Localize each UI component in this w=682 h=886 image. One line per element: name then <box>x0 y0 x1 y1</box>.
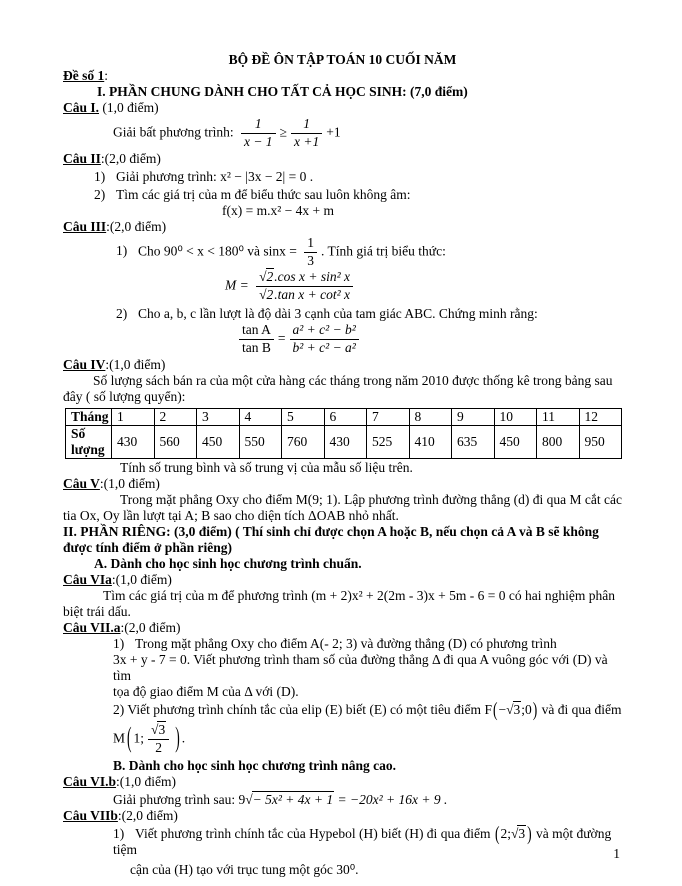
fraction-numerator: 1 <box>304 236 317 253</box>
coordinate: 1; <box>133 730 145 746</box>
section-a-heading: A. Dành cho học sinh học chương trình chuẩn. <box>94 555 362 571</box>
cau1-heading <box>63 100 622 116</box>
item-text: Cho a, b, c lần lượt là độ dài 3 cạnh của tam giác ABC. Chứng minh rằng: <box>138 306 538 322</box>
table-values-row <box>66 425 622 458</box>
cau1-label: Câu I. <box>63 100 100 115</box>
fraction-denominator: x − 1 <box>243 133 273 149</box>
cau2-fx-equation: f(x) = m.x² − 4x + m <box>222 202 335 218</box>
equation: x² − |3x − 2| = 0 . <box>220 168 314 184</box>
cau7a-point-m <box>63 722 622 757</box>
table-cell: 760 <box>282 425 325 458</box>
table-cell: 550 <box>239 425 282 458</box>
de-so-colon: : <box>104 68 109 83</box>
part1-heading: I. PHẦN CHUNG DÀNH CHO TẤT CẢ HỌC SINH: (7,0 điểm) <box>97 84 468 99</box>
section-b-heading: B. Dành cho học sinh học chương trình nâng cao. <box>113 758 397 774</box>
coordinate: ;0 <box>521 701 532 717</box>
f-letter: F <box>484 701 492 717</box>
m-fraction <box>256 270 353 303</box>
cau7a-heading <box>63 620 622 636</box>
cau5-label: Câu V <box>63 475 100 491</box>
item-number: 2) <box>113 701 125 717</box>
cau6a-points: :(1,0 điểm) <box>111 571 172 587</box>
sqrt-icon: √ <box>245 792 253 808</box>
item-number: 1) <box>113 826 125 842</box>
m-letter: M <box>113 730 126 746</box>
cau3-label: Câu III <box>63 218 107 234</box>
table-cell: 635 <box>452 425 495 458</box>
radicand: 2 <box>266 269 274 285</box>
m-numerator <box>256 270 353 287</box>
fraction-numerator: 1 <box>241 117 276 134</box>
minus-sign: − <box>498 701 507 717</box>
equation-prefix: Giải phương trình sau: 9 <box>113 792 246 808</box>
item-text: Trong mặt phẳng Oxy cho điểm A(- 2; 3) và đường thẳng (D) có phương trình <box>135 635 557 651</box>
cau6b-points: :(1,0 điểm) <box>116 774 177 790</box>
table-cell: 560 <box>154 425 197 458</box>
cau4-label: Câu IV <box>63 356 106 372</box>
item-text-tail: và đi qua điểm <box>541 701 622 717</box>
table-cell: 5 <box>282 408 325 425</box>
item-text-tail: . Tính giá trị biểu thức: <box>321 243 446 259</box>
cau7b-label: Câu VIIb <box>63 808 118 824</box>
m-denominator <box>256 287 353 303</box>
period: . <box>181 730 186 746</box>
cau1-points: (1,0 điểm) <box>99 100 159 115</box>
sides-fraction <box>290 323 359 356</box>
fraction-denominator: 3 <box>307 252 315 268</box>
fraction-denominator: x +1 <box>293 133 320 149</box>
table-cell: 3 <box>197 408 240 425</box>
table-cell: 450 <box>197 425 240 458</box>
cau1-prompt: Giải bất phương trình: <box>113 124 234 140</box>
cau6a-heading <box>63 572 622 588</box>
cau2-points: :(2,0 điểm) <box>100 150 161 166</box>
right-paren: ) <box>532 698 538 720</box>
table-row-label: Số lượng <box>66 425 112 458</box>
cau3-heading <box>63 219 622 235</box>
cau5-points: :(1,0 điểm) <box>99 475 160 491</box>
table-cell: 6 <box>324 408 367 425</box>
cau7b-points: :(2,0 điểm) <box>117 808 178 824</box>
table-cell: 430 <box>112 425 155 458</box>
cau4-paragraph: Số lượng sách bán ra của một cửa hàng các tháng trong năm 2010 được thống kê trong bảng sau đây ( số lượng quyển): <box>63 372 613 404</box>
cau3-points: :(2,0 điểm) <box>106 218 167 234</box>
cau3-item2 <box>63 306 622 322</box>
right-paren: ) <box>175 721 180 753</box>
cau6b-label: Câu VI.b <box>63 774 117 790</box>
cau1-inequality <box>63 116 622 151</box>
table-cell: 450 <box>494 425 537 458</box>
table-cell: 800 <box>537 425 580 458</box>
table-cell: 7 <box>367 408 410 425</box>
cau4-heading <box>63 357 622 373</box>
sales-table <box>65 408 622 459</box>
radicand: − 5x² + 4x + 1 <box>252 792 334 808</box>
m-denominator-rest: .tan x + cot² x <box>274 287 351 303</box>
table-header-row <box>66 408 622 425</box>
m-numerator-rest: .cos x + sin² x <box>274 269 351 285</box>
coordinate: 2; <box>500 826 511 842</box>
table-cell: 525 <box>367 425 410 458</box>
page-number: 1 <box>613 846 620 861</box>
cau2-label: Câu II <box>63 150 101 166</box>
cau6b-heading <box>63 774 622 790</box>
tan-fraction <box>239 323 274 356</box>
radicand: 3 <box>513 701 521 717</box>
fraction-numerator <box>148 723 169 740</box>
cau7b-heading <box>63 808 622 824</box>
cau3-m-formula <box>63 269 622 304</box>
cau4-note: Tính số trung bình và số trung vị của mẫu số liệu trên. <box>120 459 413 475</box>
table-cell: 430 <box>324 425 367 458</box>
doc-title: BỘ ĐỀ ÔN TẬP TOÁN 10 CUỐI NĂM <box>228 52 457 67</box>
table-cell: 1 <box>112 408 155 425</box>
de-so-label: Đề số 1 <box>63 68 105 83</box>
de-so-line <box>63 68 622 84</box>
radicand: 3 <box>158 721 166 737</box>
item-number: 1) <box>113 635 125 651</box>
item-text-tail: và một đường tiệm <box>113 826 612 858</box>
item-number: 2) <box>116 306 128 322</box>
radicand: 2 <box>266 287 274 303</box>
cau6a-label: Câu VIa <box>63 571 112 587</box>
cau7a-item2-line1 <box>63 698 622 720</box>
table-cell: 2 <box>154 408 197 425</box>
item-text: Viết phương trình chính tắc của Hypebol (H) biết (H) đi qua điểm <box>135 826 491 842</box>
cau7a-item1-line1 <box>63 636 622 652</box>
cau2-item2 <box>63 187 622 203</box>
item-number: 1) <box>116 243 128 259</box>
fraction-numerator: 1 <box>291 117 322 134</box>
cau2-item1 <box>63 169 622 185</box>
sqrt-icon: √ <box>259 269 267 285</box>
table-cell: 12 <box>579 408 622 425</box>
cau3-item1 <box>63 235 622 270</box>
sqrt-icon: √ <box>506 701 514 717</box>
cau7b-item1-line1 <box>63 822 622 858</box>
sqrt-icon: √ <box>151 721 159 737</box>
equals-sign: = <box>277 330 286 346</box>
item-text: Viết phương trình chính tắc của elip (E) biết (E) có một tiêu điểm <box>127 701 482 717</box>
cau5-paragraph: Trong mặt phẳng Oxy cho điểm M(9; 1). Lập phương trình đường thẳng (d) đi qua M cắt các tia Ox, Oy lần lượt tại A; B sao cho diện tích ΔOAB nhỏ nhất. <box>63 491 622 523</box>
fraction-left <box>241 117 276 150</box>
item-text: Tìm các giá trị của m để biểu thức sau luôn không âm: <box>116 186 411 202</box>
item-number: 1) <box>94 168 106 184</box>
focus-point <box>484 698 538 720</box>
table-header-cell: Tháng <box>66 408 112 425</box>
item-text: Cho 90⁰ < x < 180⁰ và sinx = <box>138 243 297 259</box>
cau3-tan-identity <box>63 322 622 357</box>
fraction-right <box>291 117 322 150</box>
cau4-points: :(1,0 điểm) <box>105 356 166 372</box>
cau7b-item1-line2: cận của (H) tạo với trục tung một góc 30⁰. <box>130 862 359 878</box>
fraction-denominator: b² + c² − a² <box>292 339 356 355</box>
cau7a-points: :(2,0 điểm) <box>120 619 181 635</box>
part2-heading: II. PHẦN RIÊNG: (3,0 điểm) ( Thí sinh chỉ được chọn A hoặc B, nếu chọn cả A và B sẽ không được tính điểm ở phần riêng) <box>63 523 599 555</box>
sqrt-icon: √ <box>510 826 519 842</box>
table-cell: 410 <box>409 425 452 458</box>
table-cell: 11 <box>537 408 580 425</box>
table-cell: 950 <box>579 425 622 458</box>
fraction-one-third <box>304 236 317 269</box>
cau7a-item1-line3: tọa độ giao điểm M của Δ với (D). <box>113 683 299 699</box>
table-cell: 10 <box>494 408 537 425</box>
table-cell: 8 <box>409 408 452 425</box>
cau7a-label: Câu VII.a <box>63 619 121 635</box>
table-cell: 9 <box>452 408 495 425</box>
left-paren: ( <box>492 698 498 720</box>
ge-sign: ≥ <box>279 124 287 140</box>
radical-expression <box>245 792 334 807</box>
cau7a-item1-line2: 3x + y - 7 = 0. Viết phương trình tham số của đường thẳng Δ đi qua A vuông góc với (D) và tìm <box>113 651 608 683</box>
m-equals: M = <box>225 277 249 293</box>
equation-rhs: = −20x² + 16x + 9 . <box>337 792 448 808</box>
item-text: Giải phương trình: <box>116 168 217 184</box>
left-paren: ( <box>127 721 132 753</box>
fraction-denominator: tan B <box>242 339 271 355</box>
item-number: 2) <box>94 186 106 202</box>
cau2-heading <box>63 151 622 167</box>
right-paren: ) <box>527 822 532 845</box>
fraction-numerator: tan A <box>239 323 274 340</box>
radicand: 3 <box>518 826 526 842</box>
point-coordinates <box>494 822 533 845</box>
fraction-denominator: 2 <box>155 739 162 755</box>
sqrt3-over-2-fraction <box>148 723 169 756</box>
cau5-heading <box>63 476 622 492</box>
cau6a-paragraph: Tìm các giá trị của m để phương trình (m + 2)x² + 2(2m - 3)x + 5m - 6 = 0 có hai nghiệm phân biệt trái dấu. <box>63 587 615 619</box>
left-paren: ( <box>494 822 500 845</box>
fraction-numerator: a² + c² − b² <box>290 323 359 340</box>
plus-one: +1 <box>326 124 341 140</box>
sqrt-icon: √ <box>259 287 267 303</box>
table-cell: 4 <box>239 408 282 425</box>
cau6b-equation <box>63 792 622 808</box>
